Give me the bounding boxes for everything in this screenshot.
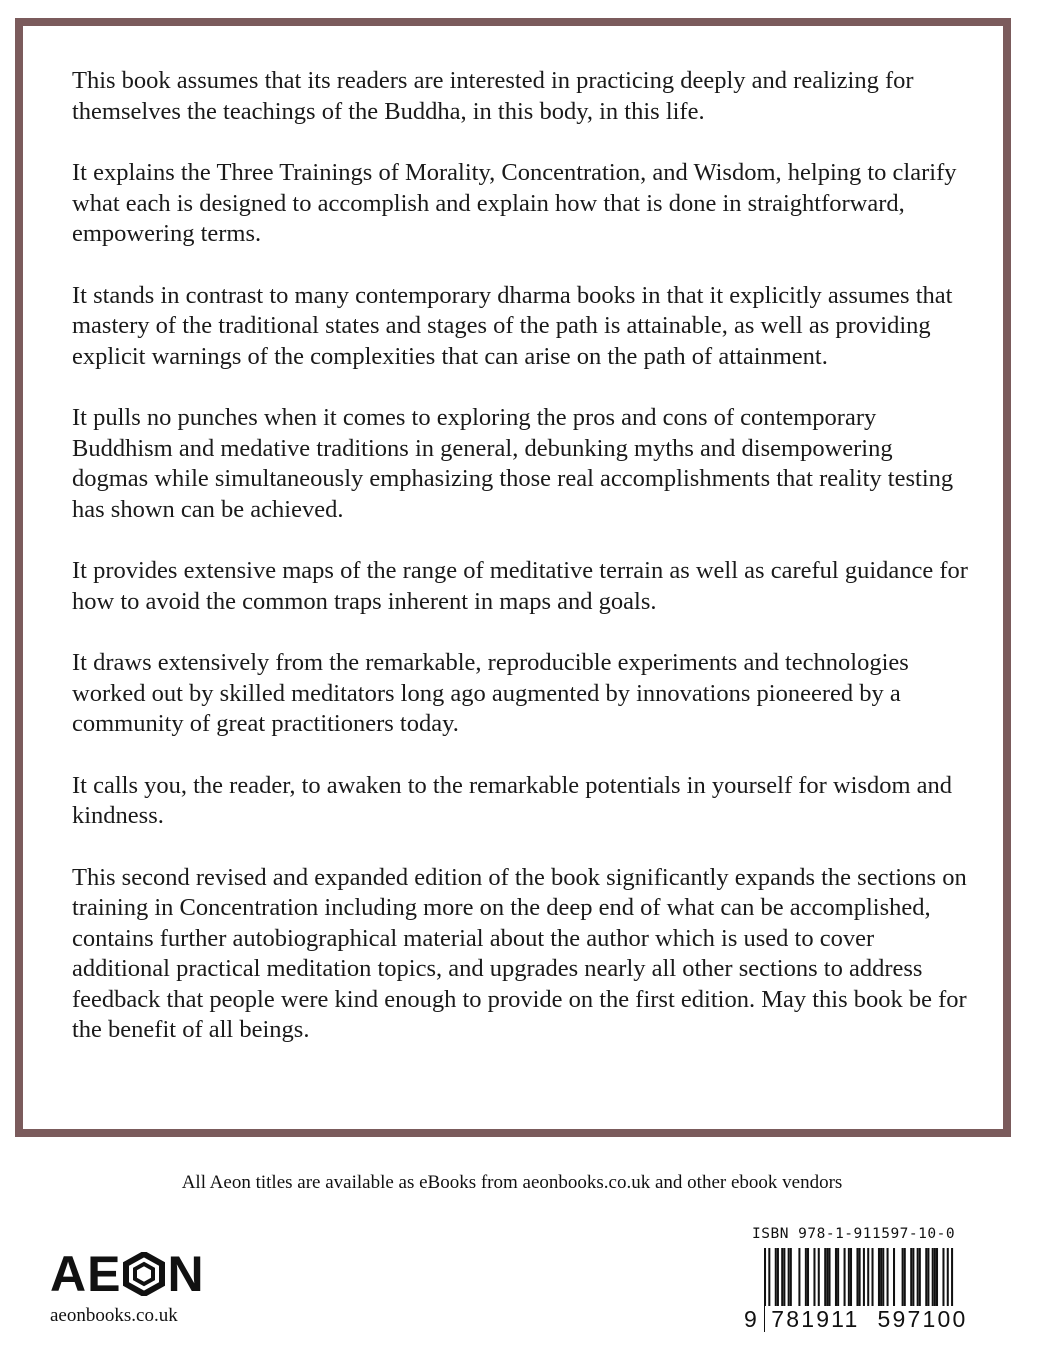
isbn-barcode: [744, 1226, 974, 1332]
logo-text-left: AE: [50, 1246, 122, 1302]
blurb-paragraph: This book assumes that its readers are interested in practicing deeply and realizing for themselves the teachings of the Buddha, in this body, in this life.: [72, 67, 914, 125]
back-cover-blurb: [72, 66, 972, 1077]
hexagon-o-icon: [123, 1252, 165, 1296]
blurb-paragraph: It stands in contrast to many contemporary dharma books in that it explicitly assumes that mastery of the traditional states and stages of the path is attainable, as well as providing explicit warnings of the complexities that can arise on the path of attainment.: [72, 281, 953, 370]
blurb-paragraph: It pulls no punches when it comes to exploring the pros and cons of contemporary Buddhism and medative traditions in general, debunking myths and disempowering dogmas while simultaneously emphasizing those real accomplishments that reality testing has shown can be achieved.: [72, 404, 954, 523]
barcode-digits: [744, 1306, 974, 1333]
barcode-digit-first: 9: [744, 1306, 759, 1332]
logo-text-right: N: [167, 1246, 205, 1302]
blurb-paragraph: It provides extensive maps of the range of meditative terrain as well as careful guidance for how to avoid the common traps inherent in maps and goals.: [72, 557, 968, 615]
blurb-frame: [15, 18, 1011, 1137]
barcode-digit-group-1: 781911: [765, 1306, 871, 1333]
publisher-logo: [50, 1246, 205, 1327]
publisher-url: aeonbooks.co.uk: [50, 1305, 178, 1326]
aeon-logo-mark: [50, 1246, 205, 1302]
blurb-paragraph: It calls you, the reader, to awaken to the remarkable potentials in yourself for wisdom and kindness.: [72, 771, 953, 829]
barcode-digit-group-2: 597100: [872, 1306, 974, 1333]
blurb-paragraph: It draws extensively from the remarkable, reproducible experiments and technologies worked out by skilled meditators long ago augmented by innovations pioneered by a community of great practitioners today.: [72, 649, 909, 737]
blurb-paragraph: This second revised and expanded edition of the book significantly expands the sections on training in Concentration including more on the deep end of what can be accomplished, contains further autobiographical material about the author which is used to cover additional practical meditation topics, and upgrades nearly all other sections to address feedback that people were kind enough to provide on the first edition. May this book be for the benefit of all beings.: [72, 863, 967, 1043]
ebook-vendors-note: All Aeon titles are available as eBooks from aeonbooks.co.uk and other ebook vendors: [181, 1172, 843, 1193]
isbn-label: ISBN 978-1-911597-10-0: [752, 1226, 956, 1242]
blurb-paragraph: It explains the Three Trainings of Morality, Concentration, and Wisdom, helping to clarify what each is designed to accomplish and explain how that is done in straightforward, empowering terms.: [72, 159, 957, 247]
